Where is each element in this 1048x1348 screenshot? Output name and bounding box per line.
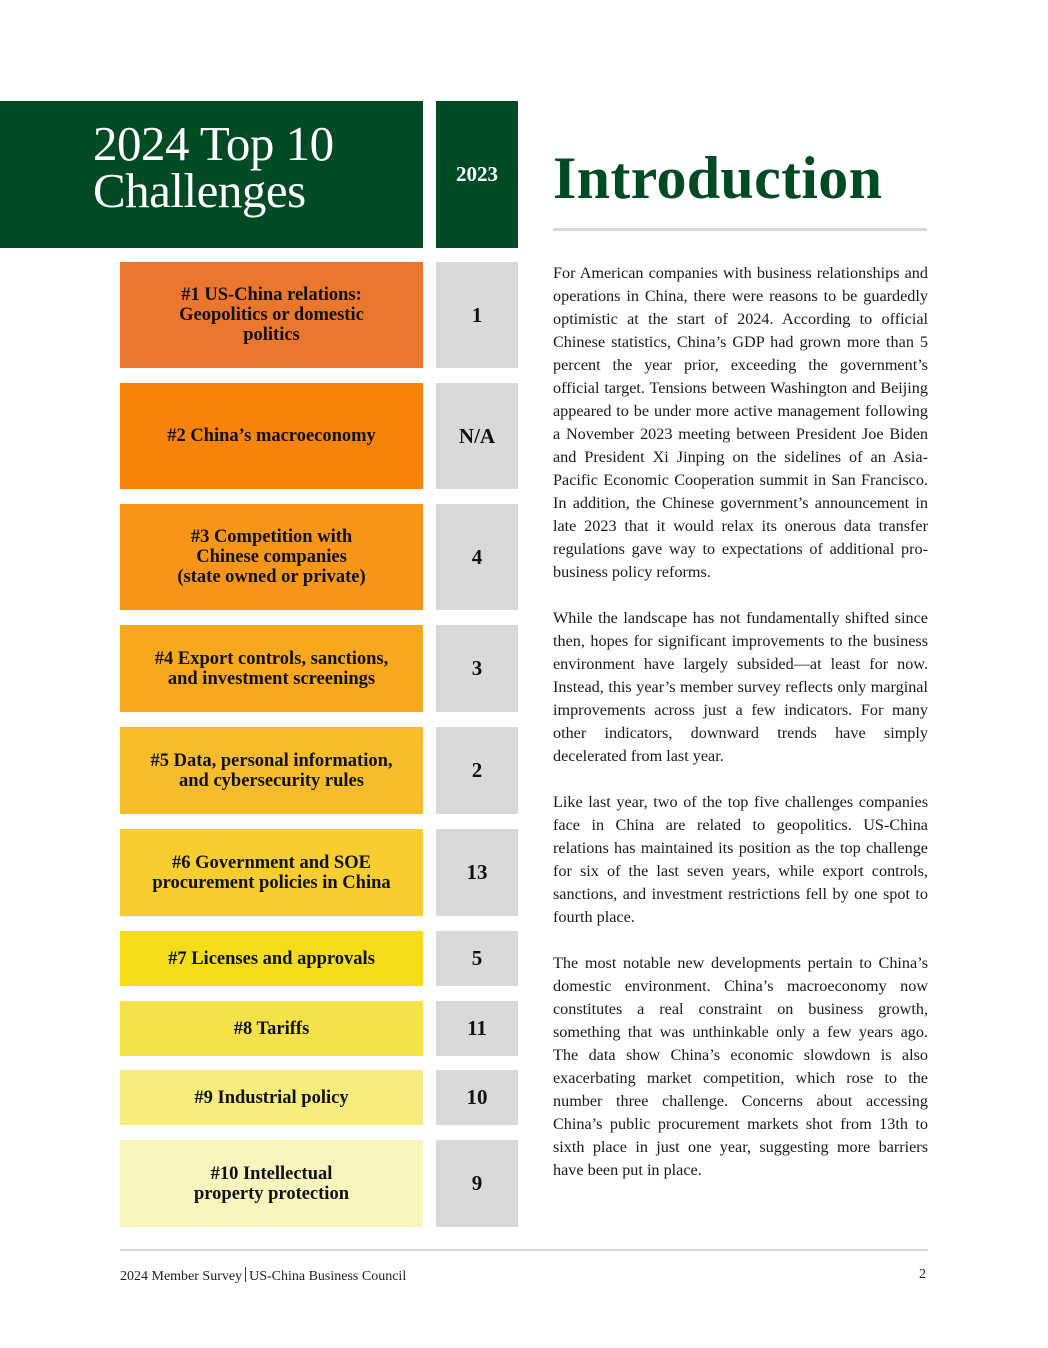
- challenge-rank-6: 13: [436, 829, 518, 916]
- challenge-rank-7: 5: [436, 931, 518, 986]
- intro-paragraph: Like last year, two of the top five challenges companies face in China are related to geopolitics. US-China relations has maintained its position as the top challenge for six of the last seven years, while export controls, sanctions, and investment restrictions fell by one spot to fourth place.: [553, 793, 928, 926]
- challenge-label: #2 China’s macroeconomy: [167, 426, 376, 446]
- challenge-label: #1 US-China relations: Geopolitics or domestic politics: [179, 285, 364, 345]
- challenge-rank-5: 2: [436, 727, 518, 814]
- intro-title: Introduction: [553, 145, 883, 211]
- challenge-item-5: [120, 727, 423, 814]
- year-column-header: 2023: [436, 101, 518, 248]
- top-challenges-title: 2024 Top 10 Challenges: [93, 116, 334, 218]
- challenge-label: #4 Export controls, sanctions, and investment screenings: [154, 648, 389, 689]
- challenge-rank-3: 4: [436, 504, 518, 610]
- footer-survey: 2024 Member Survey: [120, 1269, 243, 1284]
- challenge-item-9: [120, 1070, 423, 1125]
- challenge-rank-10: 9: [436, 1140, 518, 1227]
- challenge-rank-9: 10: [436, 1070, 518, 1125]
- challenge-label: #7 Licenses and approvals: [168, 948, 375, 969]
- challenge-rank-1: 1: [436, 262, 518, 368]
- footer-source: [120, 1267, 406, 1285]
- challenge-item-3: [120, 504, 423, 610]
- footer-divider: [120, 1249, 928, 1251]
- challenge-label: #8 Tariffs: [233, 1018, 310, 1039]
- challenge-label: #6 Government and SOE procurement policies in China: [152, 852, 391, 893]
- challenge-item-8: [120, 1001, 423, 1056]
- intro-paragraph: The most notable new developments pertain to China’s domestic environment. China’s macroeconomy now constitutes a real constraint on business growth, something that was unthinkable only a few years ago. The data show China’s economic slowdown is also exacerbating market competition, which rose to the number three challenge. Concerns about accessing China’s public procurement markets shot from 13th to sixth place in just one year, suggesting more barriers have been put in place.: [553, 954, 928, 1179]
- challenge-rank-4: 3: [436, 625, 518, 712]
- challenge-label: #3 Competition with Chinese companies (state owned or private): [177, 527, 366, 587]
- challenge-item-10: [120, 1140, 423, 1227]
- footer-org: US-China Business Council: [249, 1269, 407, 1284]
- challenge-label: #10 Intellectual property protection: [193, 1163, 349, 1204]
- intro-divider: [553, 228, 927, 231]
- page-number: 2: [919, 1267, 926, 1282]
- challenge-item-6: [120, 829, 423, 916]
- intro-body: [553, 262, 928, 1205]
- intro-paragraph: While the landscape has not fundamentally shifted since then, hopes for significant improvements to the business environment have largely subsided—at least for now. Instead, this year’s member survey reflects only marginal improvements across just a few indicators. For many other indicators, downward trends have simply decelerated from last year.: [553, 609, 928, 765]
- challenge-item-7: [120, 931, 423, 986]
- challenge-item-2: [120, 383, 423, 489]
- challenge-label: #9 Industrial policy: [194, 1087, 349, 1108]
- footer-separator: [245, 1267, 246, 1282]
- challenge-item-4: [120, 625, 423, 712]
- intro-paragraph: For American companies with business relationships and operations in China, there were reasons to be guardedly optimistic at the start of 2024. According to official Chinese statistics, China’s GDP had grown more than 5 percent the year prior, exceeding the government’s official target. Tensions between Washington and Beijing appeared to be under more active management following a November 2023 meeting between President Joe Biden and President Xi Jinping on the sidelines of an Asia-Pacific Economic Cooperation summit in San Francisco. In addition, the Chinese government’s announcement in late 2023 that it would relax its onerous data transfer regulations gave way to expectations of additional pro-business policy reforms.: [553, 264, 928, 581]
- challenge-rank-8: 11: [436, 1001, 518, 1056]
- challenge-label: #5 Data, personal information, and cybersecurity rules: [150, 750, 393, 791]
- challenge-item-1: [120, 262, 423, 368]
- challenge-rank-2: N/A: [436, 383, 518, 489]
